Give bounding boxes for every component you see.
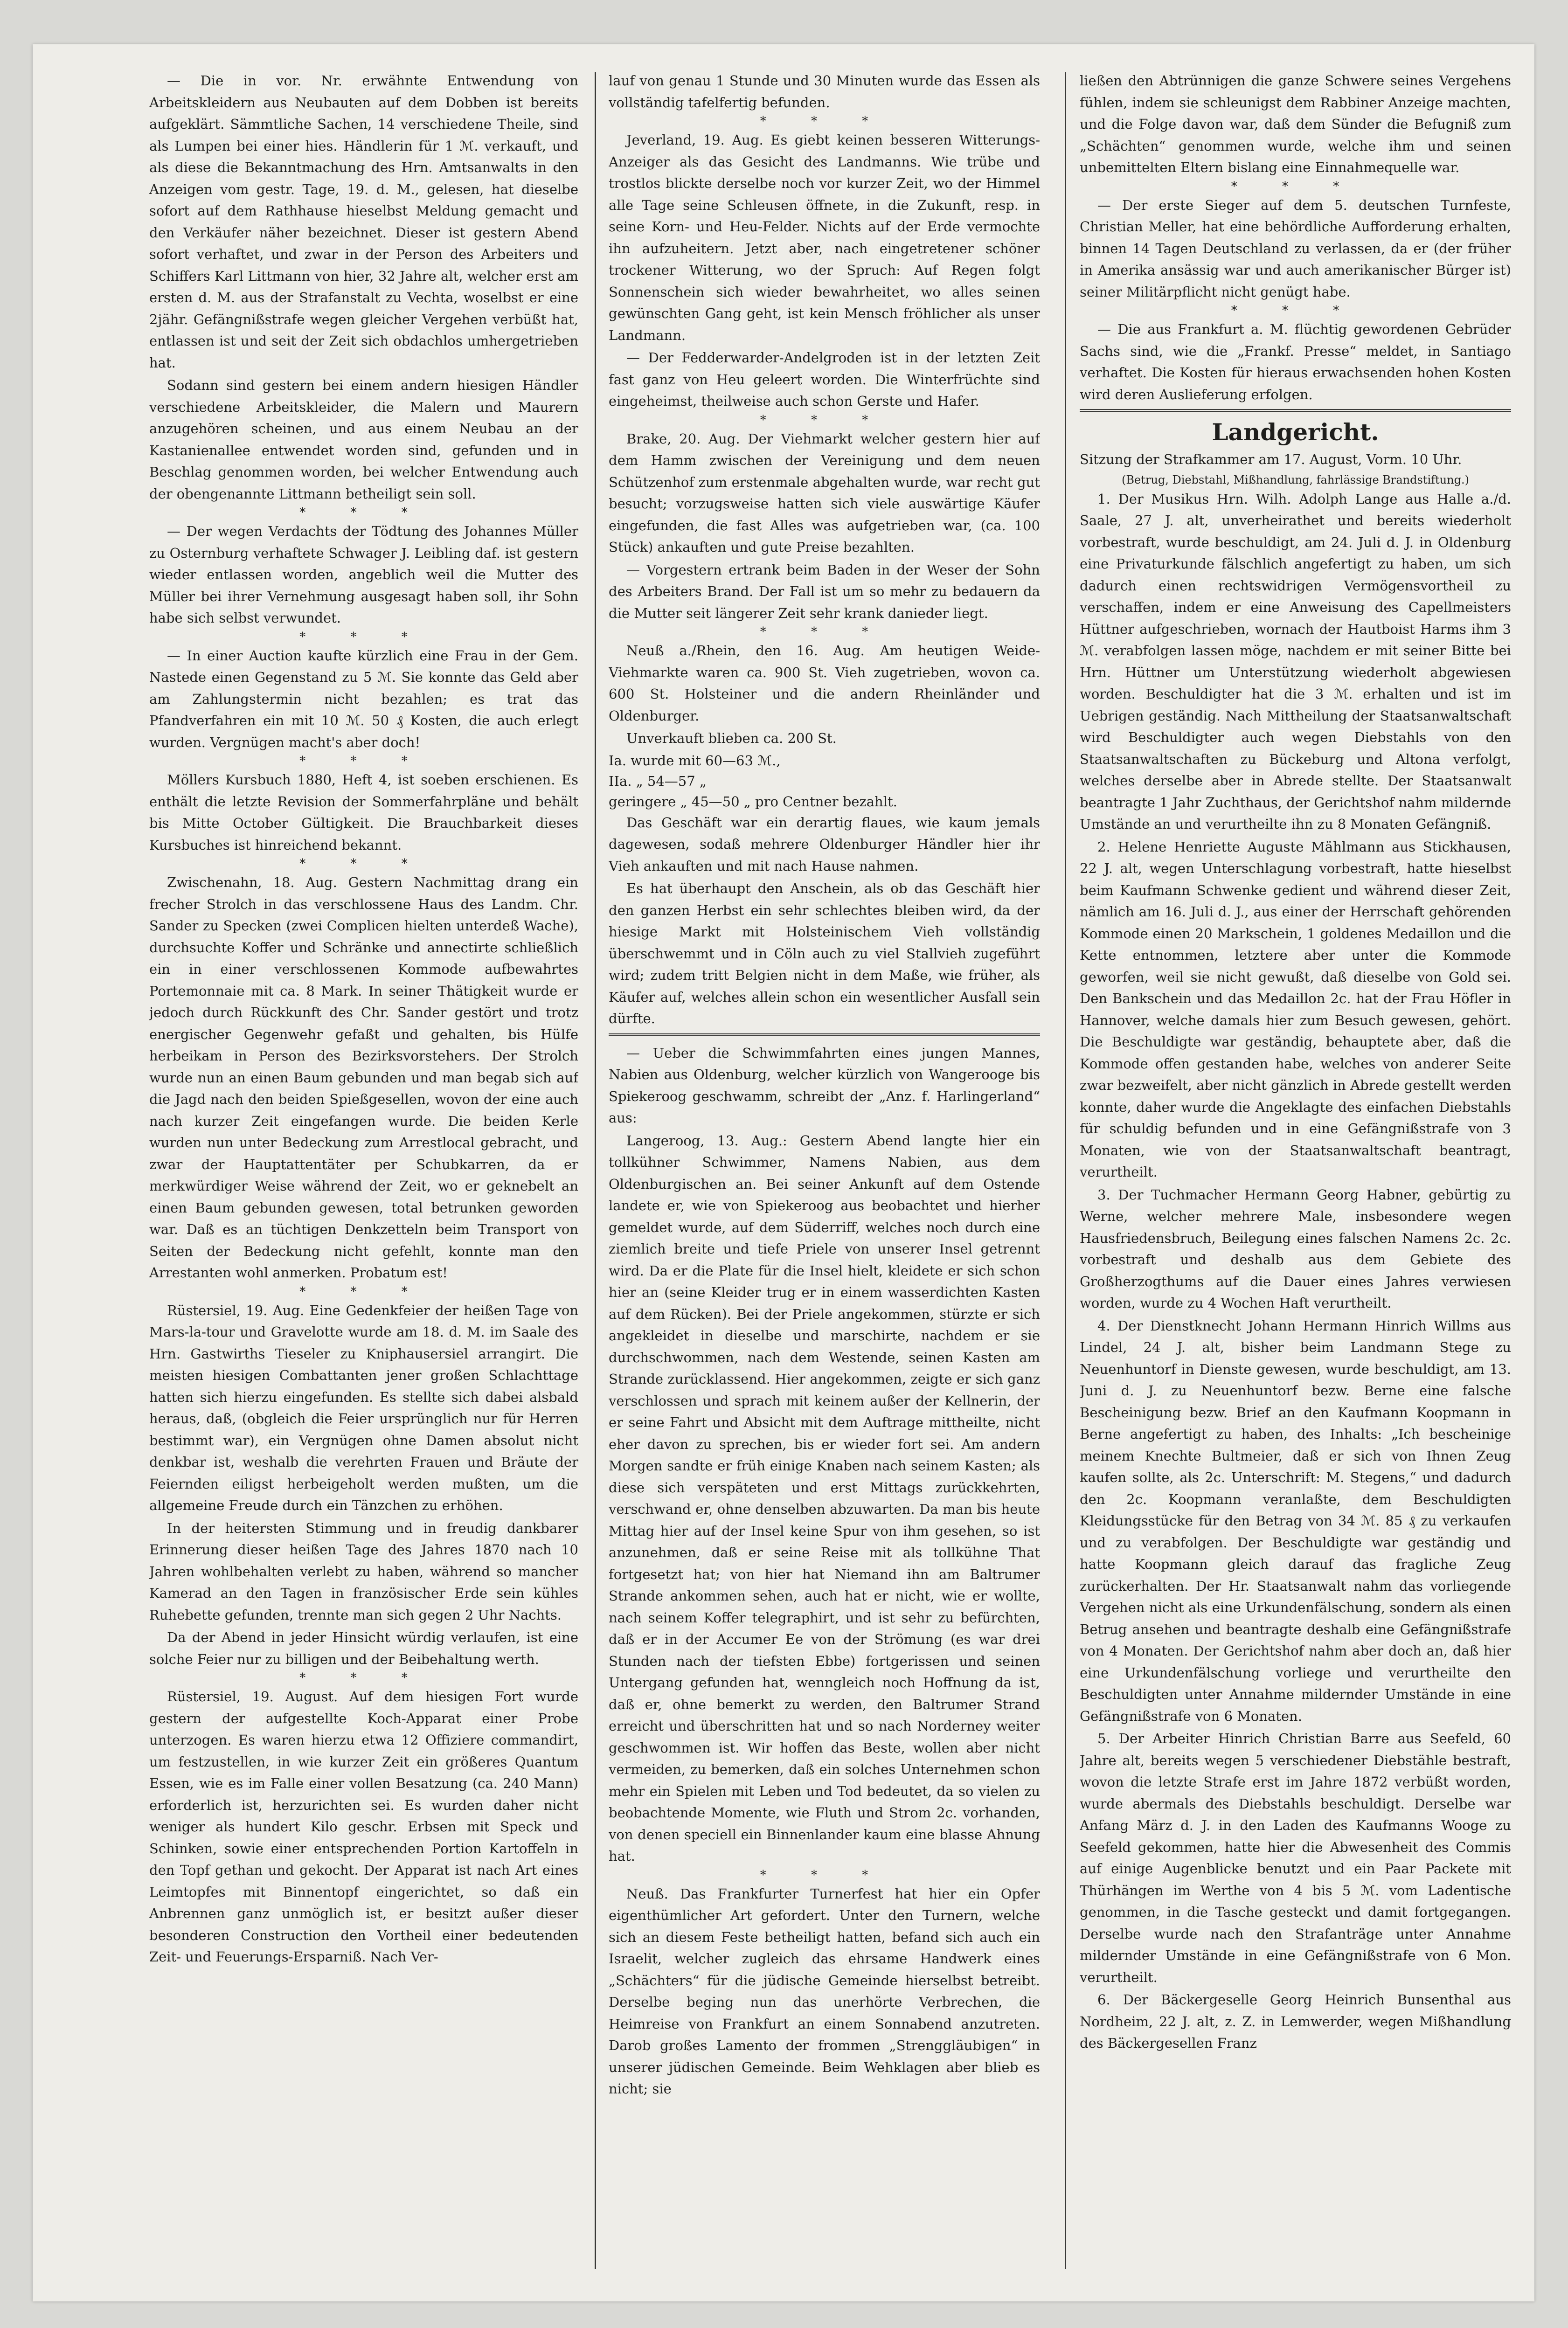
article-paragraph: Rüstersiel, 19. Aug. Eine Gedenkfeier der heißen Tage von Mars-la-tour und Gravelotte wurde am 18. d. M. im Saale des Hrn. Gastwirths Tieseler zu Kniphausersiel arrangirt. Die meisten hiesigen Combattanten jener großen Schlachttage hatten sich hierzu eingefunden. Es stellte sich dabei alsbald heraus, daß, (obgleich die Feier ursprünglich nur für Herren bestimmt war), ein Vergnügen ohne Damen absolut nicht denkbar ist, weshalb die verehrten Frauen und Bräute der Feiernden eiligst herbeigeholt werden mußten, um die allgemeine Freude durch ein Tänzchen zu erhöhen.	[149, 1302, 578, 1513]
article-paragraph: 4. Der Dienstknecht Johann Hermann Hinrich Willms aus Lindel, 24 J. alt, bisher beim Landmann Stege zu Neuenhuntorf in Dienste gewesen, wurde beschuldigt, am 13. Juni d. J. zu Neuenhuntorf bezw. Berne eine falsche Bescheinigung bezw. Brief an den Kaufmann Koopmann in Berne angefertigt zu haben, des Inhalts: „Ich bescheinige meinem Knechte Bultmeier, daß er sich von Ihnen Zeug kaufen sollte, als 2c. Unterschrift: M. Stegens,“ und dadurch den 2c. Koopmann veranlaßte, dem Beschuldigten Kleidungsstücke für den Betrag von 34 ℳ. 85 ₰ zu verkaufen und zu verabfolgen. Der Beschuldigte war geständig und hatte Koopmann gleich darauf das fragliche Zeug zurückerhalten. Der Hr. Staatsanwalt nahm das vorliegende Vergehen nicht als eine Urkundenfälschung, sondern als einen Betrug ansehen und beantragte deshalb eine Gefängnißstrafe von 4 Monaten. Der Gerichtshof nahm aber doch an, daß hier eine Urkundenfälschung vorliege und verurtheilte den Beschuldigten unter Annahme mildernder Umstände in eine Gefängnißstrafe von 6 Monaten.	[1080, 1317, 1511, 1724]
column-3	[1080, 70, 1511, 2280]
article-paragraph: — Der Fedderwarder-Andelgroden ist in der letzten Zeit fast ganz von Heu geleert worden. Die Winterfrüchte sind eingeheimst, theilweise auch schon Gerste und Hafer.	[609, 350, 1040, 409]
column-1	[149, 70, 578, 2280]
column-rule-right	[1065, 72, 1066, 2269]
article-paragraph: — Die aus Frankfurt a. M. flüchtig gewordenen Gebrüder Sachs sind, wie die „Frankf. Presse“ meldet, in Santiago verhaftet. Die Kosten für hieraus erwachsenden hohen Kosten wird deren Auslieferung erfolgen.	[1080, 321, 1511, 402]
article-paragraph: Sitzung der Strafkammer am 17. August, Vorm. 10 Uhr.	[1080, 451, 1462, 467]
separator-stars: * * *	[760, 1868, 889, 1882]
section-rule	[1080, 409, 1511, 413]
article-paragraph: 3. Der Tuchmacher Hermann Georg Habner, gebürtig zu Werne, welcher mehrere Male, insbesondere wegen Hausfriedensbruch, Beilegung eines falschen Namens 2c. 2c. vorbestraft und deshalb aus dem Gebiete des Großherzogthums auf die Dauer eines Jahres verwiesen worden, wurde zu 4 Wochen Haft verurtheilt.	[1080, 1186, 1511, 1311]
article-paragraph: Zwischenahn, 18. Aug. Gestern Nachmittag drang ein frecher Strolch in das verschlossene Haus des Landm. Chr. Sander zu Specken (zwei Complicen hielten unterdeß Wache), durchsuchte Koffer und Schränke und annectirte schließlich ein in einer verschlossenen Kommode aufbewahrtes Portemonnaie mit ca. 8 Mark. In seiner Thätigkeit wurde er jedoch durch Rückkunft des Chr. Sander gestört und trotz energischer Gegenwehr gefaßt und gehalten, bis Hülfe herbeikam in Person des Bezirksvorstehers. Der Strolch wurde nun an einen Baum gebunden und man begab sich auf die Jagd nach den beiden Spießgesellen, wovon der eine auch nach kurzer Zeit eingefangen wurde. Die beiden Kerle wurden nun unter Bedeckung zum Arrestlocal gebracht, und zwar der Hauptattentäter per Schubkarren, da er merkwürdiger Weise während der Zeit, wo er geknebelt an einen Baum gebunden gewesen, total betrunken geworden war. Daß es an tüchtigen Denkzetteln beim Transport von Seiten der Bedeckung nicht gefehlt, konnte man den Arrestanten wohl anmerken. Probatum est!	[149, 874, 578, 1281]
separator-stars: * * *	[299, 630, 428, 644]
article-paragraph: — Ueber die Schwimmfahrten eines jungen Mannes, Nabien aus Oldenburg, welcher kürzlich von Wangerooge bis Spiekeroog geschwamm, schreibt der „Anz. f. Harlingerland“ aus:	[609, 1045, 1040, 1126]
column-2	[609, 70, 1040, 2280]
article-paragraph: ließen den Abtrünnigen die ganze Schwere seines Vergehens fühlen, indem sie schleunigst dem Rabbiner Anzeige machten, und die Folge davon war, daß dem Sünder die Befugniß zum „Schächten“ genommen wurde, welche ihm und seinen unbemittelten Eltern bislang eine Einnahmequelle war.	[1080, 73, 1511, 175]
article-paragraph: 1. Der Musikus Hrn. Wilh. Adolph Lange aus Halle a./d. Saale, 27 J. alt, unverheirathet und bereits wiederholt vorbestraft, wurde beschuldigt, am 24. Juli d. J. in Oldenburg eine Privaturkunde fälschlich angefertigt zu haben, um sich dadurch einen rechtswidrigen Vermögensvortheil zu verschaffen, indem er eine Anweisung des Capellmeisters Hüttner aufgeschrieben, wornach der Hautboist Harms ihm 3 ℳ. verabfolgen lassen möge, nachdem er mit seiner Bitte bei Hrn. Hüttner um Unterstützung wiederholt abgewiesen worden. Beschuldigter hat die 3 ℳ. erhalten und ist im Uebrigen geständig. Nach Mittheilung der Staatsanwaltschaft wird Beschuldigter auch wegen Diebstahls von den Staatsanwaltschaften zu Bückeburg und Altona verfolgt, welches derselbe aber in Abrede stellte. Der Staatsanwalt beantragte 1 Jahr Zuchthaus, der Gerichtshof nahm mildernde Umstände an und verurtheilte ihn zu 8 Monaten Gefängniß.	[1080, 491, 1511, 832]
separator-stars: * * *	[760, 114, 889, 128]
section-rule	[609, 1033, 1040, 1038]
column-rule-left	[595, 72, 596, 2269]
article-paragraph: — Der erste Sieger auf dem 5. deutschen Turnfeste, Christian Meller, hat eine behördliche Aufforderung erhalten, binnen 14 Tagen Deutschland zu verlassen, da er (der früher in Amerika ansässig war und auch amerikanischer Bürger ist) seiner Militärpflicht nicht genügt habe.	[1080, 197, 1511, 300]
separator-stars: * * *	[760, 413, 889, 427]
article-paragraph: Jeverland, 19. Aug. Es giebt keinen besseren Witterungs-Anzeiger als das Gesicht des Landmanns. Wie trübe und trostlos blickte derselbe noch vor kurzer Zeit, wo der Himmel alle Tage seine Schleusen öffnete, in die Zukunft, resp. in seine Korn- und Heu-Felder. Nichts auf der Erde vermochte ihn aufzuheitern. Jetzt aber, nach eingetretener schöner trockener Witterung, wo der Spruch: Auf Regen folgt Sonnenschein sich wieder bewahrheitet, wo alles seinen gewünschten Gang geht, ist kein Mensch fröhlicher als unser Landmann.	[609, 132, 1040, 343]
separator-stars: * * *	[299, 857, 428, 871]
article-paragraph: — In einer Auction kaufte kürzlich eine Frau in der Gem. Nastede einen Gegenstand zu 5 ℳ. Sie konnte das Geld aber am Zahlungstermin nicht bezahlen; es trat das Pfandverfahren ein mit 10 ℳ. 50 ₰ Kosten, die auch erlegt wurden. Vergnügen macht's aber doch!	[149, 647, 578, 750]
article-paragraph: lauf von genau 1 Stunde und 30 Minuten wurde das Essen als vollständig tafelfertig befunden.	[609, 73, 1040, 111]
separator-stars: * * *	[760, 625, 889, 639]
article-paragraph: Es hat überhaupt den Anschein, als ob das Geschäft hier den ganzen Herbst ein sehr schlechtes bleiben wird, da der hiesige Markt mit Holsteinischem Vieh vollständig überschwemmt und in Cöln auch zu viel Stallvieh zugeführt wird; zudem tritt Belgien nicht in dem Maße, wie früher, als Käufer auf, welches allein schon ein wesentlicher Ausfall sein dürfte.	[609, 880, 1040, 1026]
section-subheading: (Betrug, Diebstahl, Mißhandlung, fahrlässige Brandstiftung.)	[1122, 473, 1469, 486]
article-paragraph: 5. Der Arbeiter Hinrich Christian Barre aus Seefeld, 60 Jahre alt, bereits wegen 5 verschiedener Diebstähle bestraft, wovon die letzte Strafe erst im Jahre 1872 verbüßt worden, wurde abermals des Diebstahls beschuldigt. Derselbe war Anfang März d. J. in den Laden des Kaufmanns Wooge zu Seefeld gekommen, hatte hier die Abwesenheit des Commis auf einige Augenblicke benutzt und ein Paar Packete mit Thürhängen im Werthe von 4 bis 5 ℳ. vom Ladentische genommen, in die Tasche gesteckt und damit fortgegangen. Derselbe wurde nach den Strafanträge unter Annahme mildernder Umstände in eine Gefängnißstrafe von 6 Mon. verurtheilt.	[1080, 1731, 1511, 1985]
price-row: geringere „ 45—50 „ pro Centner bezahlt.	[609, 793, 897, 810]
separator-stars: * * *	[299, 506, 428, 520]
price-row: IIa. „ 54—57 „	[609, 773, 707, 789]
article-paragraph: 2. Helene Henriette Auguste Mählmann aus Stickhausen, 22 J. alt, wegen Unterschlagung vorbestraft, hatte hieselbst beim Kaufmann Schwenke gedient und während dieser Zeit, nämlich am 16. Juli d. J., aus einer der Herrschaft gehörenden Kommode einen 20 Markschein, 1 goldenes Medaillon und die Kette entnommen, letztere aber unter die Kommode geworfen, weil sie nicht gewußt, daß dieselbe von Gold sei. Den Bankschein und das Medaillon 2c. hat der Frau Höfler in Hannover, welche damals hier zum Besuch gewesen, gehört. Die Beschuldigte war geständig, behauptete aber, daß die Kommode offen gestanden habe, welches von anderer Seite zwar bezweifelt, aber nicht gänzlich in Abrede gestellt werden konnte, daher wurde die Angeklagte des einfachen Diebstahls für schuldig befunden und in eine Gefängnißstrafe von 3 Monaten, wie von der Staatsanwaltschaft beantragt, verurtheilt.	[1080, 838, 1511, 1180]
price-table	[609, 750, 1040, 812]
article-paragraph: In der heitersten Stimmung und in freudig dankbarer Erinnerung dieser heißen Tage des Jahres 1870 nach 10 Jahren wohlbehalten verlebt zu haben, während so mancher Kamerad an den Tagen in französischer Erde sein kühles Ruhebette gefunden, trennte man sich gegen 2 Uhr Nachts.	[149, 1520, 578, 1623]
separator-stars: * * *	[299, 754, 428, 768]
article-paragraph: Neuß. Das Frankfurter Turnerfest hat hier ein Opfer eigenthümlicher Art gefordert. Unter den Turnern, welche sich an diesem Feste betheiligt hatten, befand sich auch ein Israelit, welcher zugleich das ehrsame Handwerk eines „Schächters“ für die jüdische Gemeinde hierselbst betreibt. Derselbe beging nun das unerhörte Verbrechen, die Heimreise von Frankfurt an einem Sonnabend anzutreten. Darob großes Lamento der frommen „Strenggläubigen“ in unserer jüdischen Gemeinde. Beim Wehklagen aber blieb es nicht; sie	[609, 1885, 1040, 2097]
price-row: Ia. wurde mit 60—63 ℳ.,	[609, 752, 781, 769]
article-paragraph: Das Geschäft war ein derartig flaues, wie kaum jemals dagewesen, sodaß mehrere Oldenburger Händler hier ihr Vieh ankauften und mit nach Hause nahmen.	[609, 814, 1040, 874]
article-paragraph: Sodann sind gestern bei einem andern hiesigen Händler verschiedene Arbeitskleider, die Malern und Maurern anzugehören scheinen, und aus einem Neubau an der Kastanienallee entwendet worden sind, gefunden und in Beschlag genommen worden, bei welcher Entwendung auch der obengenannte Littmann betheiligt sein soll.	[149, 377, 578, 502]
article-paragraph: — Der wegen Verdachts der Tödtung des Johannes Müller zu Osternburg verhaftete Schwager J. Leibling daf. ist gestern wieder entlassen worden, angeblich weil die Mutter des Müller bei ihrer Vernehmung ausgesagt haben soll, ihr Sohn habe sich selbst verwundet.	[149, 523, 578, 626]
article-paragraph: Neuß a./Rhein, den 16. Aug. Am heutigen Weide-Viehmarkte waren ca. 900 St. Vieh zugetrieben, wovon ca. 600 St. Holsteiner und die andern Rheinländer und Oldenburger.	[609, 643, 1040, 724]
article-paragraph: Langeroog, 13. Aug.: Gestern Abend langte hier ein tollkühner Schwimmer, Namens Nabien, aus dem Oldenburgischen an. Bei seiner Ankunft auf dem Ostende landete er, wie von Spiekeroog aus beobachtet und hierher gemeldet wurde, auf dem Süderriff, welches noch durch eine ziemlich breite und tiefe Priele von unserer Insel getrennt wird. Da er die Plate für die Insel hielt, kleidete er sich schon hier an (seine Kleider trug er in einem wasserdichten Kasten auf dem Rücken). Bei der Priele angekommen, stürzte er sich angekleidet in dieselbe und marschirte, nachdem er sie durchschwommen, nach dem Westende, seinen Kasten am Strande zurücklassend. Hier angekommen, zeigte er sich ganz verschlossen und sprach mit keinem außer der Kellnerin, der er seine Fahrt und Absicht mit dem Auftrage mittheilte, nicht eher davon zu sprechen, bis er wieder fort sei. Am andern Morgen sandte er früh einige Knaben nach seinem Kasten; als diese sich verspäteten und erst Mittags zurückkehrten, verschwand er, ohne denselben abzuwarten. Da man bis heute Mittag hier auf der Insel keine Spur von ihm gesehen, so ist anzunehmen, daß er seine Reise mit als tollkühne That fortgesetzt hat; von hier hat Niemand ihn am Baltrumer Strande ankommen sehen, auch hat er nicht, wie er wollte, nach seinem Koffer telegraphirt, und ist sehr zu befürchten, daß er in der Accumer Ee von der Strömung (es war drei Stunden nach der tiefsten Ebbe) fortgerissen und seinen Untergang gefunden hat, wenngleich noch Hoffnung da ist, daß er, ohne bemerkt zu werden, den Baltrumer Strand erreicht und überschritten hat und so nach Norderney weiter geschwommen ist. Wir hoffen das Beste, wollen aber nicht vermeiden, zu bemerken, daß ein solches Unternehmen schon mehr ein Spielen mit Leben und Tod bedeutet, da so vielen zu beobachtende Momente, wie Fluth und Strom 2c. vorhanden, von denen speciell ein Binnenlander kaum eine blasse Ahnung hat.	[609, 1132, 1040, 1864]
article-paragraph: Möllers Kursbuch 1880, Heft 4, ist soeben erschienen. Es enthält die letzte Revision der Sommerfahrpläne und behält bis Mitte October Gültigkeit. Die Brauchbarkeit dieses Kursbuches ist hinreichend bekannt.	[149, 772, 578, 853]
separator-stars: * * *	[1231, 304, 1360, 318]
article-paragraph: Unverkauft blieben ca. 200 St.	[626, 730, 837, 746]
section-heading: Landgericht.	[1212, 418, 1379, 446]
article-paragraph: Rüstersiel, 19. August. Auf dem hiesigen Fort wurde gestern der aufgestellte Koch-Apparat einer Probe unterzogen. Es waren hierzu etwa 12 Offiziere commandirt, um festzustellen, in wie kurzer Zeit ein größeres Quantum Essen, wie es im Falle einer vollen Besatzung (ca. 240 Mann) erforderlich ist, herzurichten sei. Es wurden daher nicht weniger als hundert Kilo geschr. Erbsen mit Speck und Schinken, sowie einer entsprechenden Portion Kartoffeln in den Topf gethan und gekocht. Der Apparat ist nach Art eines Leimtopfes mit Binnentopf eingerichtet, so daß ein Anbrennen ganz unmöglich ist, er besitzt außer dieser besonderen Construction den Vortheil einer bedeutenden Zeit- und Feuerungs-Ersparniß. Nach Ver-	[149, 1689, 578, 1965]
separator-stars: * * *	[299, 1671, 428, 1685]
article-paragraph: Brake, 20. Aug. Der Viehmarkt welcher gestern hier auf dem Hamm zwischen der Vereinigung und dem neuen Schützenhof zum erstenmale abgehalten wurde, war recht gut besucht; vorzugsweise hatten sich viele auswärtige Käufer eingefunden, die fast Alles was aufgetrieben war, (ca. 100 Stück) ankauften und gute Preise bezahlten.	[609, 430, 1040, 555]
separator-stars: * * *	[299, 1284, 428, 1299]
separator-stars: * * *	[1231, 179, 1360, 194]
article-paragraph: 6. Der Bäckergeselle Georg Heinrich Bunsenthal aus Nordheim, 22 J. alt, z. Z. in Lemwerder, wegen Mißhandlung des Bäckergesellen Franz	[1080, 1992, 1511, 2051]
newspaper-page	[33, 44, 1534, 2301]
article-paragraph: — Vorgestern ertrank beim Baden in der Weser der Sohn des Arbeiters Brand. Der Fall ist um so mehr zu bedauern da die Mutter seit längerer Zeit sehr krank danieder liegt.	[609, 561, 1040, 621]
article-paragraph: Da der Abend in jeder Hinsicht würdig verlaufen, ist eine solche Feier nur zu billigen und der Beibehaltung werth.	[149, 1629, 578, 1667]
article-paragraph: — Die in vor. Nr. erwähnte Entwendung von Arbeitskleidern aus Neubauten auf dem Dobben ist bereits aufgeklärt. Sämmtliche Sachen, 14 verschiedene Theile, sind als Lumpen bei einer hies. Händlerin für 1 ℳ. verkauft, und als diese die Bekanntmachung des Hrn. Amtsanwalts in den Anzeigen vom gestr. Tage, 19. d. M., gelesen, hat dieselbe sofort auf dem Rathhause hieselbst Meldung gemacht und den Verkäufer näher bezeichnet. Dieser ist gestern Abend sofort verhaftet, und zwar in der Person des Arbeiters und Schiffers Karl Littmann von hier, 32 Jahre alt, welcher erst am ersten d. M. aus der Strafanstalt zu Vechta, woselbst er eine 2jähr. Gefängnißstrafe wegen gleicher Vergehen verbüßt hat, entlassen ist und seit der Zeit sich obdachlos umhergetrieben hat.	[149, 73, 578, 371]
